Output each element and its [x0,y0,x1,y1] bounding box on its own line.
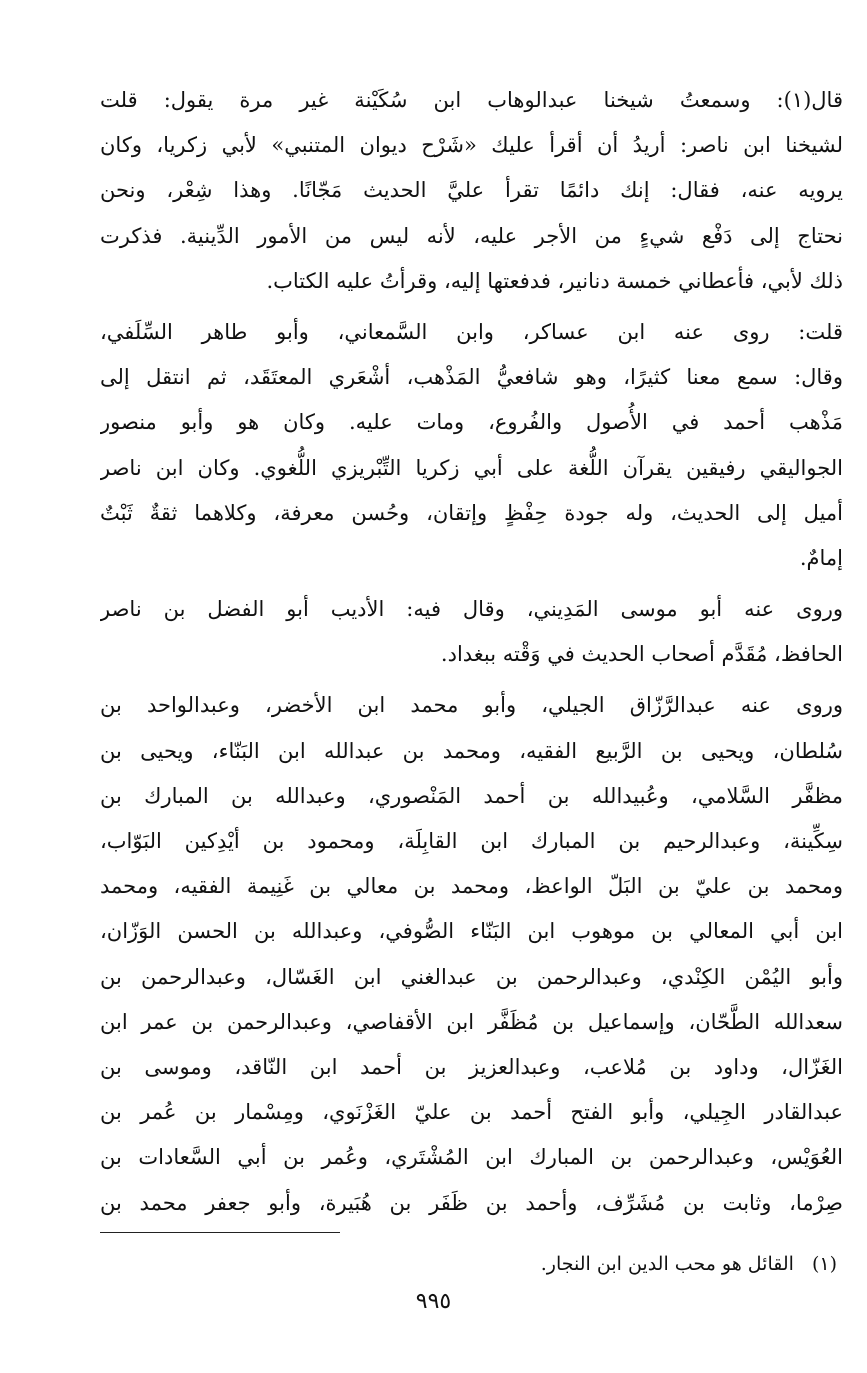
text-line: إمامٌ. [799,545,843,570]
page-number: ٩٩٥ [415,1289,452,1314]
footnote [100,1248,837,1280]
text-line: وأبو اليُمْن الكِنْدي، وعبدالرحمن بن عبدالغني ابن الغَسّال، وعبدالرحمن بن [100,964,843,989]
footnote-text: القائل هو محب الدين ابن النجار. [540,1253,794,1275]
text-line: قلت: روى عنه ابن عساكر، وابن السَّمعاني، وأبو طاهر السِّلَفي، [100,319,843,344]
text-line: سِكِّينة، وعبدالرحيم بن المبارك ابن القابِلَة، ومحمود بن أيْدِكين البَوّاب، [100,829,843,853]
text-line: سُلطان، ويحيى بن الرَّبيع الفقيه، ومحمد بن عبدالله ابن البَنّاء، ويحيى بن [100,738,843,763]
main-text [100,78,843,1226]
text-line: أميل إلى الحديث، وله جودة حِفْظٍ وإتقان، وحُسن معرفة، وكلاهما ثقةٌ ثَبْتٌ [100,500,843,525]
text-line: لشيخنا ابن ناصر: أريدُ أن أقرأ عليك «شَرْح ديوان المتنبي» لأبي زكريا، وكان [100,133,843,158]
text-line: الغَزّال، وداود بن مُلاعب، وعبدالعزيز بن أحمد ابن النّاقد، وموسى بن [100,1054,843,1079]
text-line: صِرْما، وثابت بن مُشَرِّف، وأحمد بن ظَفَر بن هُبَيرة، وأبو جعفر محمد بن [100,1190,843,1215]
text-line: ابن أبي المعالي بن موهوب ابن البَنّاء الصُّوفي، وعبدالله بن الحسن الوَزّان، [100,919,843,944]
text-line: مَذْهب أحمد في الأُصول والفُروع، ومات عليه. وكان هو وأبو منصور [100,410,843,435]
text-line: عبدالقادر الجِيلي، وأبو الفتح أحمد بن عليّ الغَزْنَوي، ومِسْمار بن عُمر بن [100,1100,843,1125]
footnote-separator [100,1232,340,1233]
text-line: يرويه عنه، فقال: إنك دائمًا تقرأ عليَّ الحديث مَجّانًا. وهذا شِعْر، ونحن [100,178,843,203]
text-line: مظفَّر السَّلامي، وعُبيدالله بن أحمد المَنْصوري، وعبدالله بن المبارك بن [100,783,843,808]
text-line: الجواليقي رفيقين يقرآن اللُّغة على أبي زكريا التِّبْريزي اللُّغوي. وكان ابن ناصر [100,455,843,480]
text-line: وقال: سمع معنا كثيرًا، وهو شافعيُّ المَذْهب، أشْعَري المعتَقَد، ثم انتقل إلى [100,365,843,390]
text-line: سعدالله الطَّحّان، وإسماعيل بن مُظَفَّر ابن الأقفاصي، وعبدالرحمن بن عمر ابن [100,1009,843,1034]
text-line: نحتاج إلى دَفْع شيءٍ من الأجر عليه، لأنه ليس من الأمور الدِّينية. فذكرت [100,223,843,248]
text-line: ومحمد بن عليّ بن البَلّ الواعظ، ومحمد بن معالي بن غَنِيمة الفقيه، ومحمد [100,874,843,899]
text-line: وروى عنه أبو موسى المَدِيني، وقال فيه: الأديب أبو الفضل بن ناصر [100,597,843,622]
text-line: قال(١): وسمعتُ شيخنا عبدالوهاب ابن سُكَيْنة غير مرة يقول: قلت [100,88,843,112]
footnote-marker: (١) [811,1253,837,1275]
text-line: ذلك لأبي، فأعطاني خمسة دنانير، فدفعتها إليه، وقرأتُ عليه الكتاب. [266,268,843,293]
text-line: العُوَيْس، وعبدالرحمن بن المبارك ابن المُشْتَري، وعُمر بن أبي السَّعادات بن [100,1145,843,1170]
text-line: الحافظ، مُقَدَّم أصحاب الحديث في وَقْته ببغداد. [440,642,843,667]
text-line: وروى عنه عبدالرَّزّاق الجيلي، وأبو محمد ابن الأخضر، وعبدالواحد بن [100,693,843,718]
